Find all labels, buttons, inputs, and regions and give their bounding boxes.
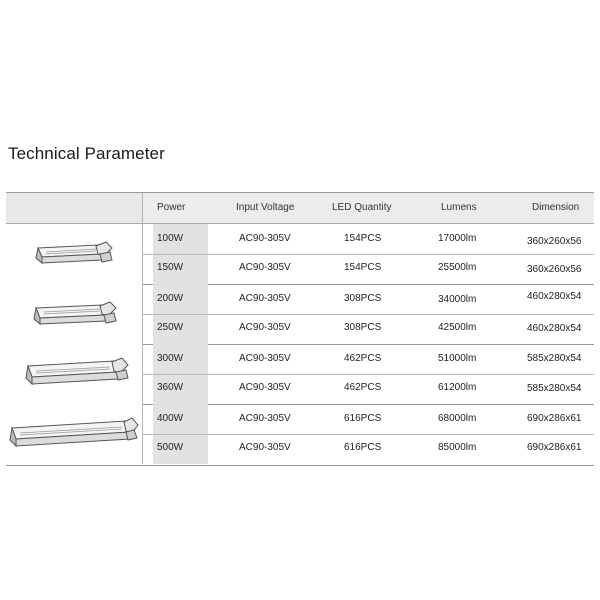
table-group xyxy=(6,224,594,285)
lumens-value: 34000lm xyxy=(438,294,477,305)
voltage-value: AC90-305V xyxy=(239,353,291,364)
header-image-cell xyxy=(6,193,143,223)
table-row xyxy=(142,374,594,404)
voltage-value: AC90-305V xyxy=(239,413,291,424)
table-group xyxy=(6,344,594,405)
parameter-table xyxy=(6,192,594,466)
dimension-value: 460x280x54 xyxy=(527,323,582,334)
led-quantity-value: 616PCS xyxy=(344,413,382,424)
product-image-cell xyxy=(6,284,143,344)
lumens-value: 25500lm xyxy=(438,262,477,273)
led-quantity-value: 154PCS xyxy=(344,233,382,244)
floodlight-large-icon xyxy=(6,344,142,404)
voltage-value: AC90-305V xyxy=(239,293,291,304)
table-row xyxy=(142,314,594,344)
table-group xyxy=(6,284,594,345)
voltage-value: AC90-305V xyxy=(239,382,291,393)
page-title: Technical Parameter xyxy=(8,144,165,163)
power-value: 360W xyxy=(157,382,184,393)
product-image-cell xyxy=(6,224,143,284)
lumens-value: 17000lm xyxy=(438,233,477,244)
led-quantity-value: 308PCS xyxy=(344,293,382,304)
power-value: 300W xyxy=(157,353,184,364)
floodlight-xlarge-icon xyxy=(6,404,142,464)
product-image-cell xyxy=(6,404,143,464)
product-image-cell xyxy=(6,344,143,404)
power-value: 100W xyxy=(157,233,184,244)
dimension-value: 585x280x54 xyxy=(527,353,582,364)
power-value: 200W xyxy=(157,293,184,304)
lumens-value: 68000lm xyxy=(438,413,477,424)
header-led-quantity: LED Quantity xyxy=(332,202,392,213)
power-value: 400W xyxy=(157,413,184,424)
power-value: 150W xyxy=(157,262,184,273)
led-quantity-value: 154PCS xyxy=(344,262,382,273)
floodlight-medium-icon xyxy=(6,284,142,344)
led-quantity-value: 462PCS xyxy=(344,382,382,393)
table-row xyxy=(142,404,594,435)
table-row xyxy=(142,344,594,375)
lumens-value: 42500lm xyxy=(438,322,477,333)
dimension-value: 360x260x56 xyxy=(527,264,582,275)
dimension-value: 360x260x56 xyxy=(527,236,582,247)
header-input-voltage: Input Voltage xyxy=(236,202,295,213)
voltage-value: AC90-305V xyxy=(239,233,291,244)
table-group xyxy=(6,404,594,464)
table-row xyxy=(142,254,594,284)
header-power: Power xyxy=(157,202,186,213)
table-row xyxy=(142,434,594,464)
led-quantity-value: 616PCS xyxy=(344,442,382,453)
dimension-value: 690x286x61 xyxy=(527,442,582,453)
voltage-value: AC90-305V xyxy=(239,442,291,453)
lumens-value: 61200lm xyxy=(438,382,477,393)
led-quantity-value: 462PCS xyxy=(344,353,382,364)
table-row xyxy=(142,284,594,315)
header-lumens: Lumens xyxy=(441,202,477,213)
dimension-value: 690x286x61 xyxy=(527,413,582,424)
lumens-value: 51000lm xyxy=(438,353,477,364)
power-value: 250W xyxy=(157,322,184,333)
voltage-value: AC90-305V xyxy=(239,262,291,273)
table-header xyxy=(6,193,594,224)
dimension-value: 585x280x54 xyxy=(527,383,582,394)
floodlight-small-icon xyxy=(6,224,142,284)
power-value: 500W xyxy=(157,442,184,453)
table-row xyxy=(142,224,594,255)
voltage-value: AC90-305V xyxy=(239,322,291,333)
header-dimension: Dimension xyxy=(532,202,580,213)
lumens-value: 85000lm xyxy=(438,442,477,453)
dimension-value: 460x280x54 xyxy=(527,291,582,302)
led-quantity-value: 308PCS xyxy=(344,322,382,333)
